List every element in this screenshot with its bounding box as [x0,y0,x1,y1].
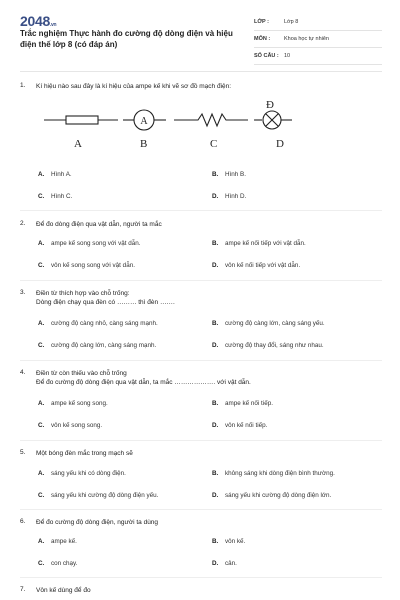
option-c[interactable] [38,492,158,499]
option-text: sáng yếu khi cường độ dòng điện lớn. [225,492,332,499]
option-d[interactable] [212,193,246,200]
question-line: Để đo cường độ dòng điện qua vật dẫn, ta mắc ………………. với vật dẫn. [36,379,251,386]
lamp-label: Đ [266,99,274,111]
option-text: vôn kế song song. [51,422,103,429]
question-line: Điền từ thích hợp vào chỗ trống: [36,290,130,297]
option-text: Hình C. [51,193,73,200]
option-text: không sáng khi dòng điện bình thường. [225,470,335,477]
option-letter: A. [38,171,45,178]
lamp-symbol [254,99,292,129]
question-text [36,220,162,229]
option-text: sáng yếu khi cường độ dòng điện yếu. [51,492,159,499]
question-6 [20,518,385,530]
option-letter: B. [212,538,219,545]
option-a[interactable] [38,538,77,545]
question-separator [20,577,382,578]
site-logo[interactable] [20,13,56,29]
option-text: cường độ càng lớn, càng sáng mạnh. [51,342,157,349]
option-text: vôn kế nối tiếp. [225,422,268,429]
option-b[interactable] [212,400,273,407]
question-line: Dòng điện chạy qua đèn có ……… thì đèn ……. [36,299,175,306]
option-b[interactable] [212,171,246,178]
option-text: ampe kế nối tiếp với vật dẫn. [225,240,306,247]
option-text: ampe kế song song. [51,400,108,407]
question-number: 3. [20,289,26,296]
option-a[interactable] [38,470,126,477]
question-text [36,586,91,595]
question-line: Điền từ còn thiếu vào chỗ trống [36,370,127,377]
option-letter: A. [38,320,45,327]
figure-label-b: B [140,138,148,150]
resistor-symbol [44,116,118,124]
option-letter: A. [38,400,45,407]
option-text: sáng yếu khi có dòng điện. [51,470,126,477]
meta-row-class [254,16,382,31]
question-separator [20,210,382,211]
question-text [36,518,158,527]
question-separator [20,440,382,441]
document-title: Trắc nghiệm Thực hành đo cường độ dòng điện và hiệu điện thế lớp 8 (có đáp án) [20,29,233,49]
option-letter: A. [38,538,45,545]
question-text [36,449,133,458]
option-text: ampe kế. [51,538,77,545]
option-letter: A. [38,470,45,477]
option-letter: C. [38,492,45,499]
question-text [36,82,231,91]
option-b[interactable] [212,320,325,327]
option-c[interactable] [38,262,135,269]
option-text: Hình A. [51,171,72,178]
option-c[interactable] [38,193,72,200]
question-3 [20,289,385,309]
meta-label: MÔN : [254,36,271,42]
meta-label: LỚP : [254,19,269,25]
question-line: Một bóng đèn mắc trong mạch sẽ [36,450,133,457]
option-letter: D. [212,193,219,200]
option-text: vôn kế song song với vật dẫn. [51,262,135,269]
question-text [36,289,175,307]
option-a[interactable] [38,240,141,247]
question-4 [20,369,385,389]
option-text: Hình B. [225,171,246,178]
figure-label-a: A [74,138,82,150]
question-line: Kí hiệu nào sau đây là kí hiệu của ampe kế khi vẽ sơ đồ mạch điện: [36,83,232,90]
option-letter: B. [212,171,219,178]
option-d[interactable] [212,422,267,429]
ammeter-letter: A [140,116,148,127]
question-number: 7. [20,586,26,593]
option-letter: A. [38,240,45,247]
question-line: Vôn kế dùng để đo [36,587,91,594]
option-letter: C. [38,560,45,567]
figure-label-d: D [276,138,284,150]
option-letter: D. [212,262,219,269]
option-text: ampe kế nối tiếp. [225,400,273,407]
option-text: vôn kế. [225,538,246,545]
option-letter: D. [212,422,219,429]
option-a[interactable] [38,320,158,327]
header-divider [20,71,382,72]
option-letter: C. [38,262,45,269]
option-b[interactable] [212,470,335,477]
option-text: cường độ càng nhỏ, càng sáng mạnh. [51,320,158,327]
option-text: cân. [225,560,237,567]
question-5 [20,449,385,461]
option-text: cường độ thay đổi, sáng như nhau. [225,342,324,349]
option-letter: D. [212,560,219,567]
option-letter: B. [212,470,219,477]
option-text: cường độ càng lớn, càng sáng yếu. [225,320,325,327]
question-separator [20,280,382,281]
option-text: vôn kế nối tiếp với vật dẫn. [225,262,301,269]
option-c[interactable] [38,560,78,567]
question-line: Để đo dòng điện qua vật dẫn, người ta mắc [36,221,162,228]
question-text [36,369,251,387]
page-header [0,0,400,62]
option-letter: D. [212,492,219,499]
question-number: 1. [20,82,26,89]
option-letter: B. [212,320,219,327]
option-b[interactable] [212,240,306,247]
question-separator [20,360,382,361]
option-letter: C. [38,422,45,429]
figure-label-c: C [210,138,218,150]
option-d[interactable] [212,492,331,499]
option-letter: D. [212,342,219,349]
question-7 [20,586,385,598]
question-2 [20,220,385,232]
option-d[interactable] [212,262,300,269]
meta-label: SỐ CÂU : [254,53,279,59]
question-separator [20,509,382,510]
option-text: Hình D. [225,193,247,200]
meta-value: 10 [284,53,291,59]
option-letter: B. [212,240,219,247]
option-letter: C. [38,342,45,349]
question-line: Để đo cường độ dòng điện, người ta dùng [36,519,159,526]
question-number: 6. [20,518,26,525]
option-a[interactable] [38,171,72,178]
zigzag-resistor-symbol [174,114,248,126]
option-text: con chạy. [51,560,78,567]
option-c[interactable] [38,342,156,349]
meta-row-subject [254,33,382,48]
question-number: 4. [20,369,26,376]
option-letter: B. [212,400,219,407]
meta-row-count [254,50,382,65]
meta-value: Khoa học tự nhiên [284,36,329,42]
option-a[interactable] [38,400,108,407]
option-d[interactable] [212,342,324,349]
meta-value: Lớp 8 [284,19,299,25]
logo-suffix: .vn [49,22,57,28]
logo-text: 2048 [20,13,50,29]
option-letter: C. [38,193,45,200]
meta-table [254,16,382,67]
option-d[interactable] [212,560,237,567]
option-text: ampe kế song song với vật dẫn. [51,240,141,247]
ammeter-symbol [123,110,166,130]
option-b[interactable] [212,538,245,545]
question-number: 2. [20,220,26,227]
question-number: 5. [20,449,26,456]
option-c[interactable] [38,422,102,429]
